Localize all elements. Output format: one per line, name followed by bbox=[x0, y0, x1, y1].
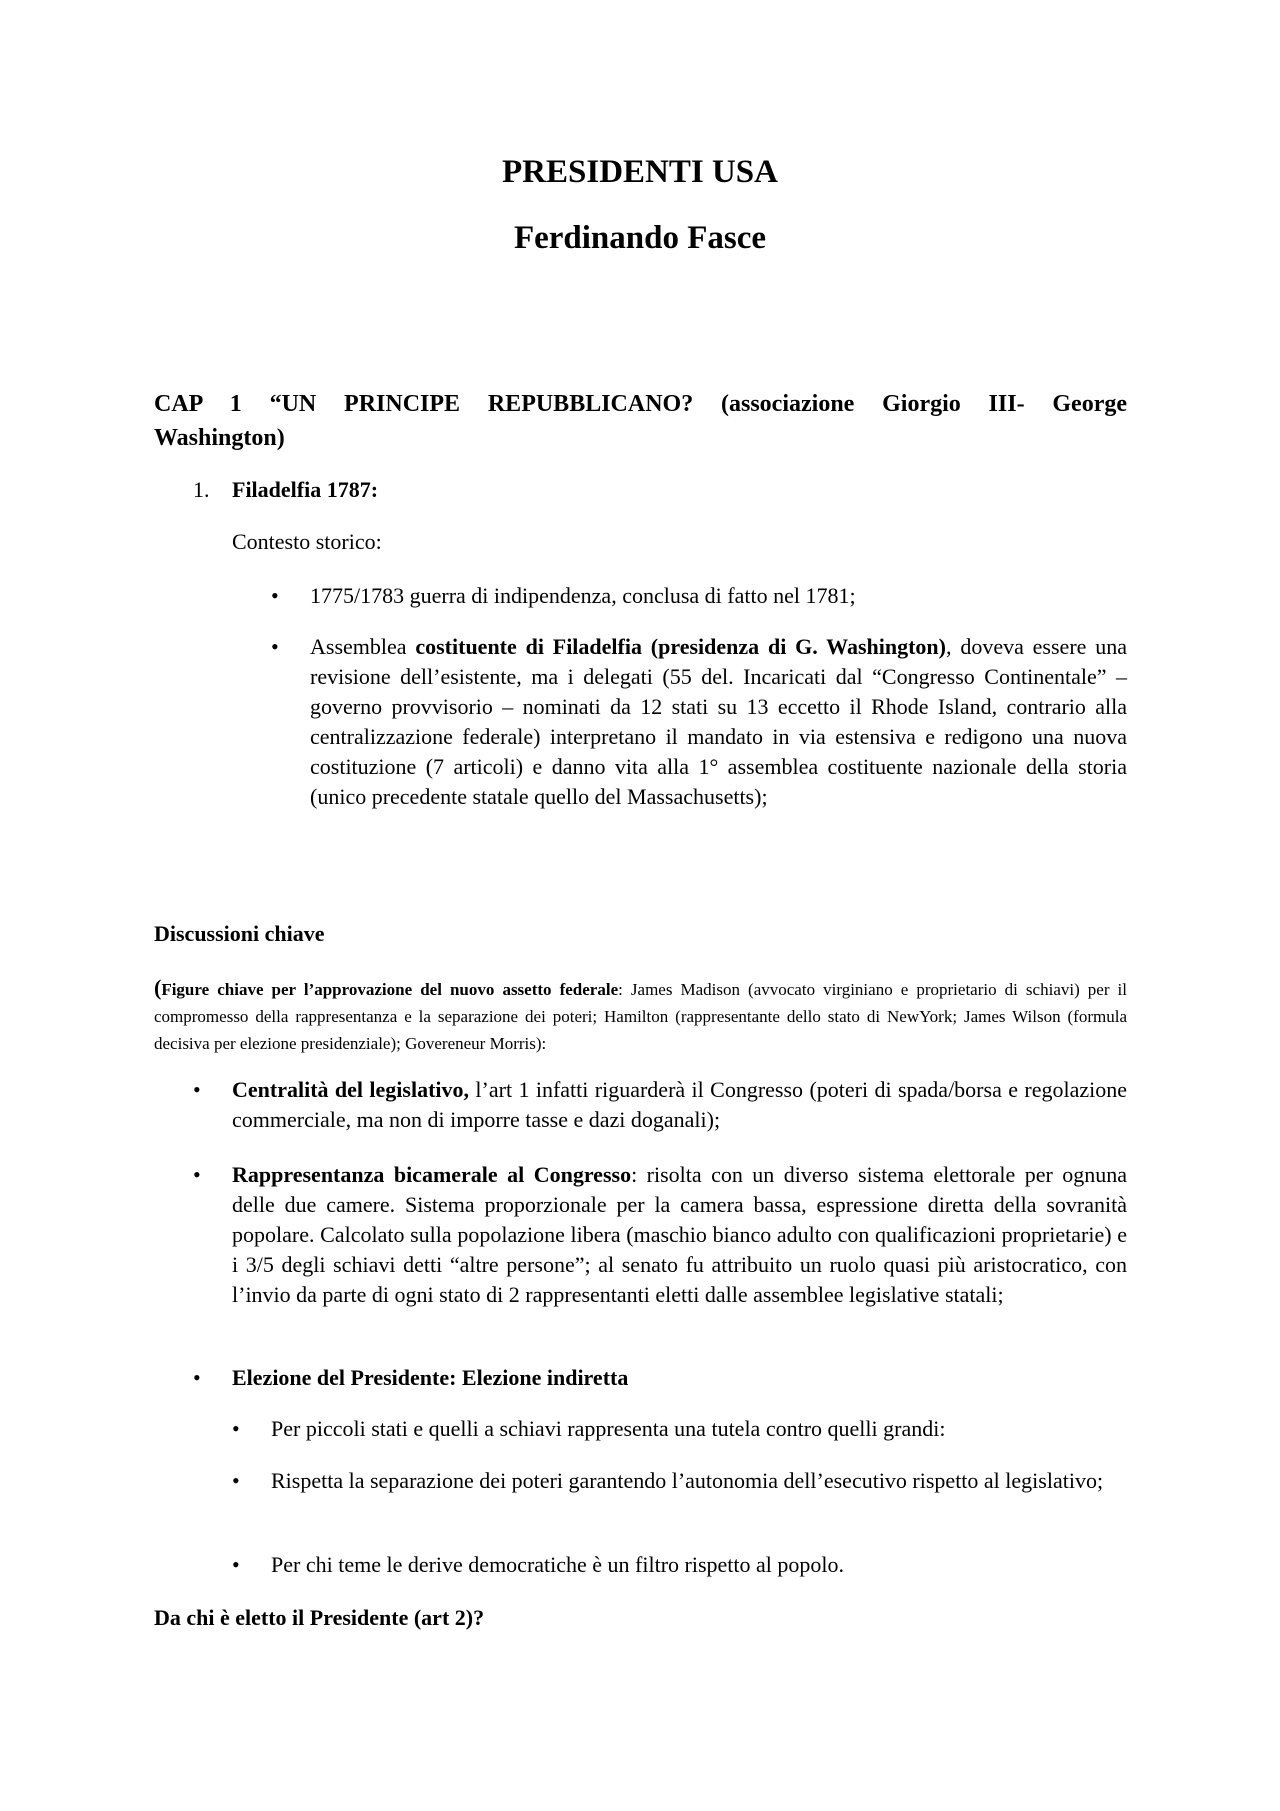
section-number: 1. bbox=[193, 477, 210, 502]
discussions-heading: Discussioni chiave bbox=[154, 921, 325, 946]
bullet-icon: • bbox=[193, 1365, 201, 1390]
chapter-heading-line2: Washington) bbox=[154, 425, 285, 451]
bullet-icon: • bbox=[271, 583, 279, 608]
election-subitem-3: Per chi teme le derive democratiche è un filtro rispetto al popolo. bbox=[271, 1552, 845, 1577]
bullet-icon: • bbox=[193, 1162, 201, 1187]
bullet-icon: • bbox=[232, 1552, 240, 1577]
document-title: PRESIDENTI USA bbox=[502, 154, 778, 190]
discussion-item-1: Centralità del legislativo, l’art 1 infatti riguarderà il Congresso (poteri di spada/borsa e regolazione commerciale, ma non di imporre tasse e dazi doganali); bbox=[232, 1077, 1127, 1132]
bullet-icon: • bbox=[271, 634, 279, 659]
document-author: Ferdinando Fasce bbox=[513, 220, 767, 256]
section-heading: Filadelfia 1787: bbox=[232, 477, 379, 502]
discussions-intro: (Figure chiave per l’approvazione del nuovo assetto federale: James Madison (avvocato virginiano e proprietario di schiavi) per il compromesso della rappresentanza e la separazione dei poteri; Hamilton (rappresentante dello stato di NewYork; James Wilson (formula decisiva per elezione presidenziale); Govereneur Morris): bbox=[154, 975, 1128, 1053]
bullet-icon: • bbox=[193, 1077, 201, 1102]
bullet-icon: • bbox=[232, 1416, 240, 1441]
chapter-heading-line1: CAP 1 “UN PRINCIPE REPUBBLICANO? (associazione Giorgio III- George bbox=[154, 391, 1127, 417]
election-subitem-1: Per piccoli stati e quelli a schiavi rappresenta una tutela contro quelli grandi: bbox=[271, 1416, 946, 1441]
closing-heading: Da chi è eletto il Presidente (art 2)? bbox=[154, 1605, 485, 1630]
discussion-item-3: Elezione del Presidente: Elezione indiretta bbox=[232, 1365, 629, 1390]
bullet-icon: • bbox=[232, 1468, 240, 1493]
context-label: Contesto storico: bbox=[232, 529, 382, 554]
context-item-1: 1775/1783 guerra di indipendenza, conclusa di fatto nel 1781; bbox=[310, 583, 856, 608]
context-item-2: Assemblea costituente di Filadelfia (presidenza di G. Washington), doveva essere una revisione dell’esistente, ma i delegati (55 del. Incaricati dal “Congresso Continentale” – governo provvisorio – nominati da 12 stati su 13 eccetto il Rhode Island, contrario alla centralizzazione federale) interpretano il mandato in via estensiva e redigono una nuova costituzione (7 articoli) e danno vita alla 1° assemblea costituente nazionale della storia (unico precedente statale quello del Massachusetts); bbox=[310, 634, 1127, 809]
election-subitem-2: Rispetta la separazione dei poteri garantendo l’autonomia dell’esecutivo rispetto al legislativo; bbox=[271, 1468, 1104, 1493]
discussion-item-2: Rappresentanza bicamerale al Congresso: risolta con un diverso sistema elettorale per ognuna delle due camere. Sistema proporzionale per la camera bassa, espressione diretta della sovranità popolare. Calcolato sulla popolazione libera (maschio bianco adulto con qualificazioni proprietarie) e i 3/5 degli schiavi detti “altre persone”; al senato fu attribuito un ruolo quasi più aristocratico, con l’invio da parte di ogni stato di 2 rappresentanti eletti dalle assemblee legislative statali; bbox=[232, 1162, 1128, 1307]
